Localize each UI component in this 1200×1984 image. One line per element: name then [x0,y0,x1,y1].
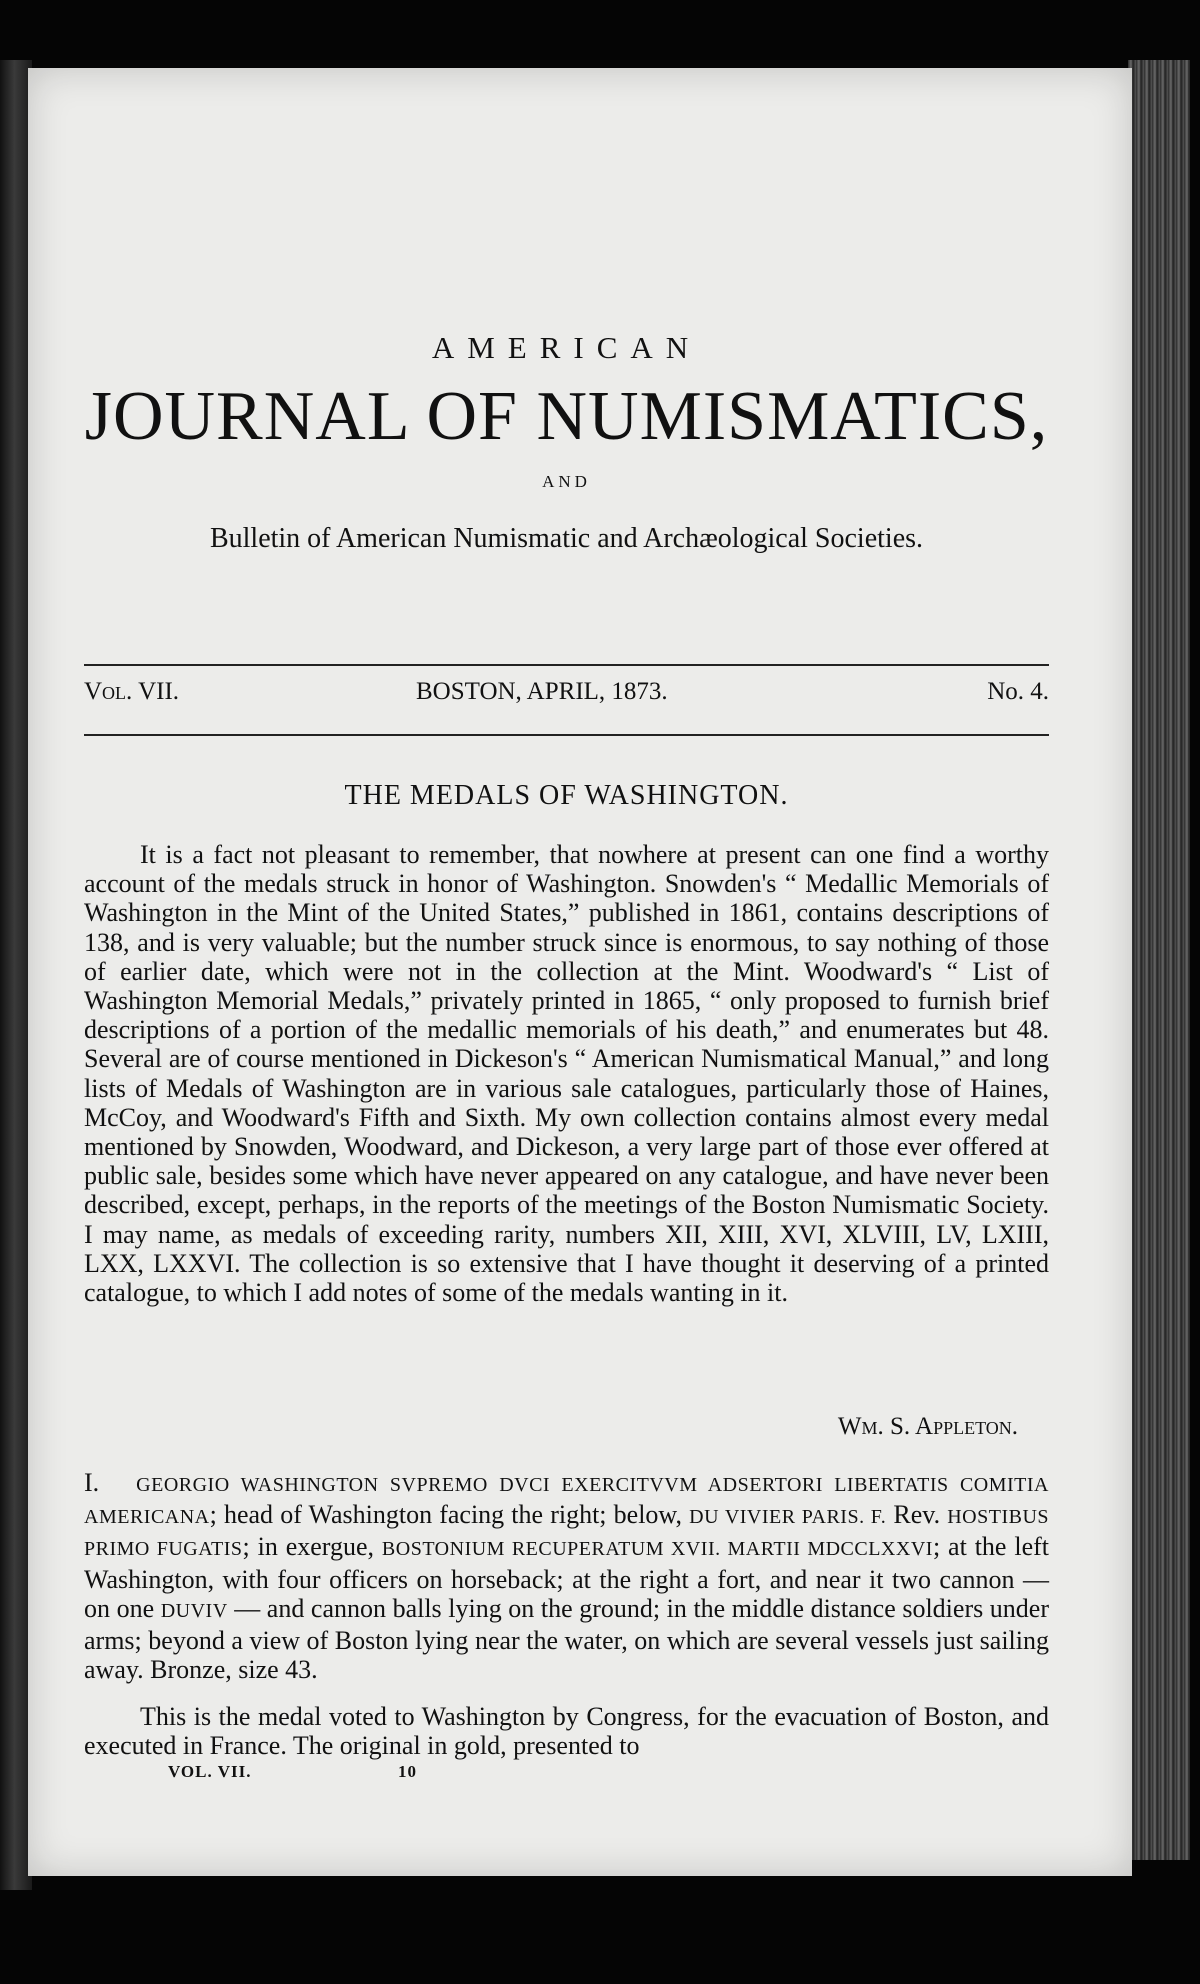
issue-place-date: BOSTON, APRIL, 1873. [416,678,668,705]
entry-exergue: BOSTONIUM RECUPERATUM XVII. MARTII MDCCLXXVI [381,1538,933,1561]
volume-label: Vol. VII. [84,678,180,705]
medal-entry-1 [84,1468,1049,1684]
footer-signature-mark: 10 [398,1762,417,1781]
entry-obverse-legend: GEORGIO WASHINGTON SVPREMO DVCI EXERCITVVM ADSERTORI LIBERTATIS COMITIA AMERICANA [84,1474,1050,1529]
journal-page [28,68,1132,1876]
masthead-conjunction: AND [542,472,591,491]
entry-engraver-signature: DU VIVIER PARIS. F. [689,1506,887,1529]
entry-text-3: ; at the left Washington, with four officers on horseback; at the right a fort, and near it two cannon — on one [84,1532,1050,1623]
footer-volume: VOL. VII. [168,1762,252,1781]
issue-number: No. 4. [987,678,1049,705]
entry-number: I. [84,1468,100,1497]
entry-reverse-legend: HOSTIBUS PRIMO FUGATIS [84,1506,1050,1561]
masthead-small-title: AMERICAN [431,330,702,365]
entry-text-2: ; in exergue, [242,1532,375,1562]
entry-text-1: ; head of Washington facing the right; below, [209,1500,683,1530]
entry-text-4: — and cannon balls lying on the ground; in the middle distance soldiers under arms; beyond a view of Boston lying near the water, on which are several vessels just sailing away. Bronze, size 43. [84,1593,1049,1685]
masthead-main-title: JOURNAL OF NUMISMATICS, [84,378,1049,455]
closing-paragraph: This is the medal voted to Washington by Congress, for the evacuation of Boston, and executed in France. The original in gold, presented to [84,1702,1049,1761]
top-rule [84,664,1049,666]
issue-info-row [84,678,1049,710]
entry-reverse-label: Rev. [893,1500,941,1530]
page-stack-edge [1128,60,1190,1860]
entry-cannon-inscription: DUVIV [160,1599,228,1622]
masthead-subtitle: Bulletin of American Numismatic and Archæological Societies. [209,523,924,554]
author-signature: Wm. S. Appleton. [837,1413,1018,1440]
intro-paragraph: It is a fact not pleasant to remember, that nowhere at present can one find a worthy account of the medals struck in honor of Washington. Snowden's “ Medallic Memorials of Washington in the Mint of the United States,” published in 1861, contains descriptions of 138, and is very valuable; but the number struck since is enormous, to say nothing of those of earlier date, which were not in the collection at the Mint. Woodward's “ List of Washington Memorial Medals,” privately printed in 1865, “ only proposed to furnish brief descriptions of a portion of the medallic memorials of his death,” and enumerates but 48. Several are of course mentioned in Dickeson's “ American Numismatical Manual,” and long lists of Medals of Washington are in various sale catalogues, particularly those of Haines, McCoy, and Woodward's Fifth and Sixth. My own collection contains almost every medal mentioned by Snowden, Woodward, and Dickeson, a very large part of those ever offered at public sale, besides some which have never appeared on any catalogue, and have never been described, except, perhaps, in the reports of the meetings of the Boston Numismatic Society. I may name, as medals of exceeding rarity, numbers XII, XIII, XVI, XLVIII, LV, LXIII, LXX, LXXVI. The collection is so extensive that I have thought it deserving of a printed catalogue, to which I add notes of some of the medals wanting in it. [84,840,1049,1308]
bottom-rule [84,734,1049,736]
article-title: THE MEDALS OF WASHINGTON. [344,780,789,811]
